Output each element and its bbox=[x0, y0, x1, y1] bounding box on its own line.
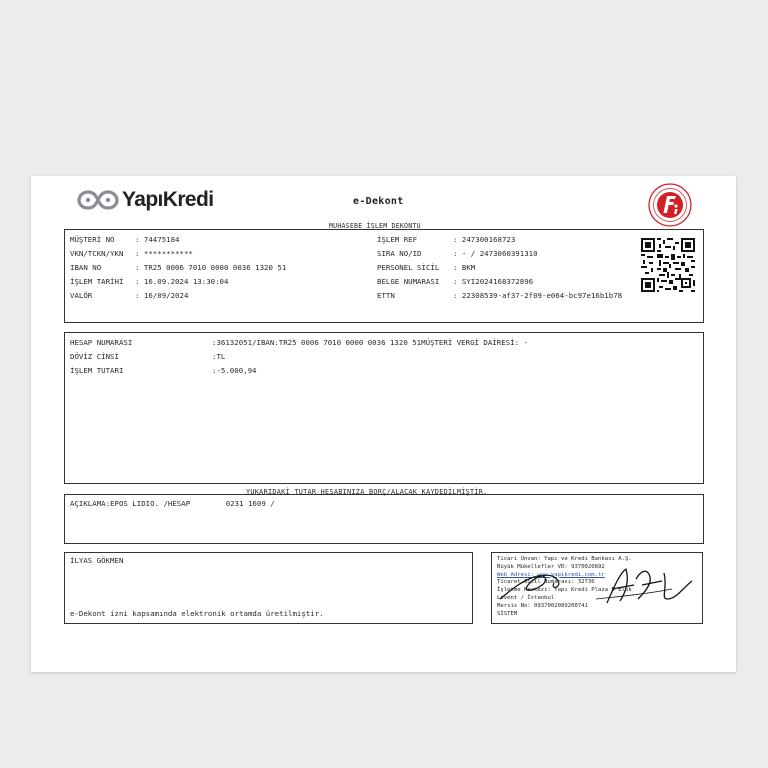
logo-mark-icon bbox=[77, 189, 119, 211]
account-label: DÖVİZ CİNSİ bbox=[70, 352, 119, 361]
document-number: SYI2024168372896 bbox=[461, 277, 534, 286]
account-row bbox=[70, 336, 528, 350]
info-label: ETTN bbox=[377, 291, 395, 300]
debit-credit-notice: YUKARIDAKİ TUTAR HESABINIZA BORÇ/ALACAK KAYDEDİLMİŞTİR. bbox=[246, 488, 488, 496]
account-label: HESAP NUMARASI bbox=[70, 338, 133, 347]
bank-headquarters: İşletme Merkezi: Yapı Kredi Plaza D Blok bbox=[497, 587, 632, 594]
account-label: İŞLEM TUTARI bbox=[70, 366, 124, 375]
logo-text: YapıKredi bbox=[122, 188, 214, 211]
transaction-date: 16.09.2024 13:30:04 bbox=[143, 277, 229, 286]
personnel-id: BKM bbox=[461, 263, 476, 272]
bank-city: Levent / İstanbul bbox=[497, 594, 555, 601]
info-label: VKN/TCKN/YKN bbox=[70, 249, 124, 258]
info-label: VALÖR bbox=[70, 291, 93, 300]
receipt-document bbox=[31, 176, 736, 672]
customer-number: 74475184 bbox=[143, 235, 180, 244]
info-row: MÜŞTERİ NO : 74475184 bbox=[70, 233, 180, 247]
info-label: SIRA NO/ID bbox=[377, 249, 422, 258]
electronic-note: e-Dekont izni kapsamında elektronik ortamda üretilmiştir. bbox=[70, 609, 324, 618]
info-label: İŞLEM TARİHİ bbox=[70, 277, 124, 286]
bank-tax-office: Büyük Mükellefler VD: 9370020892 bbox=[497, 563, 605, 570]
signature-icon bbox=[492, 559, 702, 609]
info-row: VKN/TCKN/YKN : *********** bbox=[70, 247, 193, 261]
info-row: İŞLEM TARİHİ : 16.09.2024 13:30:04 bbox=[70, 275, 228, 289]
sequence-id: - / 2473060391310 bbox=[461, 249, 538, 258]
certification-seal-icon bbox=[647, 182, 693, 228]
bank-web-address: Web Adresi: www.yapikredi.com.tr bbox=[497, 571, 605, 578]
info-row: PERSONEL SİCİL : BKM bbox=[377, 261, 475, 275]
system-label: SİSTEM bbox=[497, 610, 518, 617]
qr-code-icon bbox=[641, 238, 695, 292]
info-row: ETTN : 22308539-af37-2f09-e064-bc97e16b1b78 bbox=[377, 289, 622, 303]
info-row: VALÖR : 16/09/2024 bbox=[70, 289, 188, 303]
info-row: İŞLEM REF : 247300168723 bbox=[377, 233, 515, 247]
customer-name: İLYAS GÖKMEN bbox=[70, 556, 124, 565]
document-title: e-Dekont bbox=[353, 196, 404, 207]
description-box bbox=[64, 494, 704, 544]
info-label: PERSONEL SİCİL bbox=[377, 263, 440, 272]
account-row bbox=[70, 364, 257, 378]
info-label: BELGE NUMARASI bbox=[377, 277, 440, 286]
info-label: MÜŞTERİ NO bbox=[70, 235, 115, 244]
iban-number: TR25 0006 7010 0000 0036 1320 51 bbox=[143, 263, 287, 272]
bank-mersis-number: Mersis No: 0937002089200741 bbox=[497, 602, 588, 609]
customer-box bbox=[64, 552, 473, 624]
info-row: IBAN NO : TR25 0006 7010 0000 0036 1320 51 bbox=[70, 261, 286, 275]
info-box bbox=[64, 229, 704, 323]
info-row: BELGE NUMARASI : SYI2024168372896 bbox=[377, 275, 533, 289]
document-subtitle: MUHASEBE İŞLEM DEKONTU bbox=[329, 222, 421, 230]
info-row: SIRA NO/ID : - / 2473060391310 bbox=[377, 247, 538, 261]
account-row bbox=[70, 350, 225, 364]
account-number-value: :36132051/IBAN:TR25 0006 7010 0000 0036 1320 51MÜŞTERİ VERGİ DAİRESİ: - bbox=[212, 338, 528, 347]
yapikredi-logo bbox=[77, 188, 213, 212]
bank-trade-name: Ticari Unvan: Yapı ve Kredi Bankası A.Ş. bbox=[497, 556, 632, 562]
transaction-amount: :-5.000,94 bbox=[212, 366, 257, 375]
currency-value: :TL bbox=[212, 352, 226, 361]
value-date: 16/09/2024 bbox=[143, 291, 189, 300]
bank-info-box bbox=[491, 552, 703, 624]
info-label: IBAN NO bbox=[70, 263, 102, 272]
account-box bbox=[64, 332, 704, 484]
bank-registry-number: Ticaret Sicil Numarası: 32736 bbox=[497, 579, 595, 586]
description-text: AÇIKLAMA:EPOS LIDIO. /HESAP 0231 1609 / bbox=[70, 499, 275, 508]
info-label: İŞLEM REF bbox=[377, 235, 418, 244]
transaction-ref: 247300168723 bbox=[461, 235, 516, 244]
tax-number: *********** bbox=[143, 249, 193, 258]
ettn-value: 22308539-af37-2f09-e064-bc97e16b1b78 bbox=[461, 291, 623, 300]
